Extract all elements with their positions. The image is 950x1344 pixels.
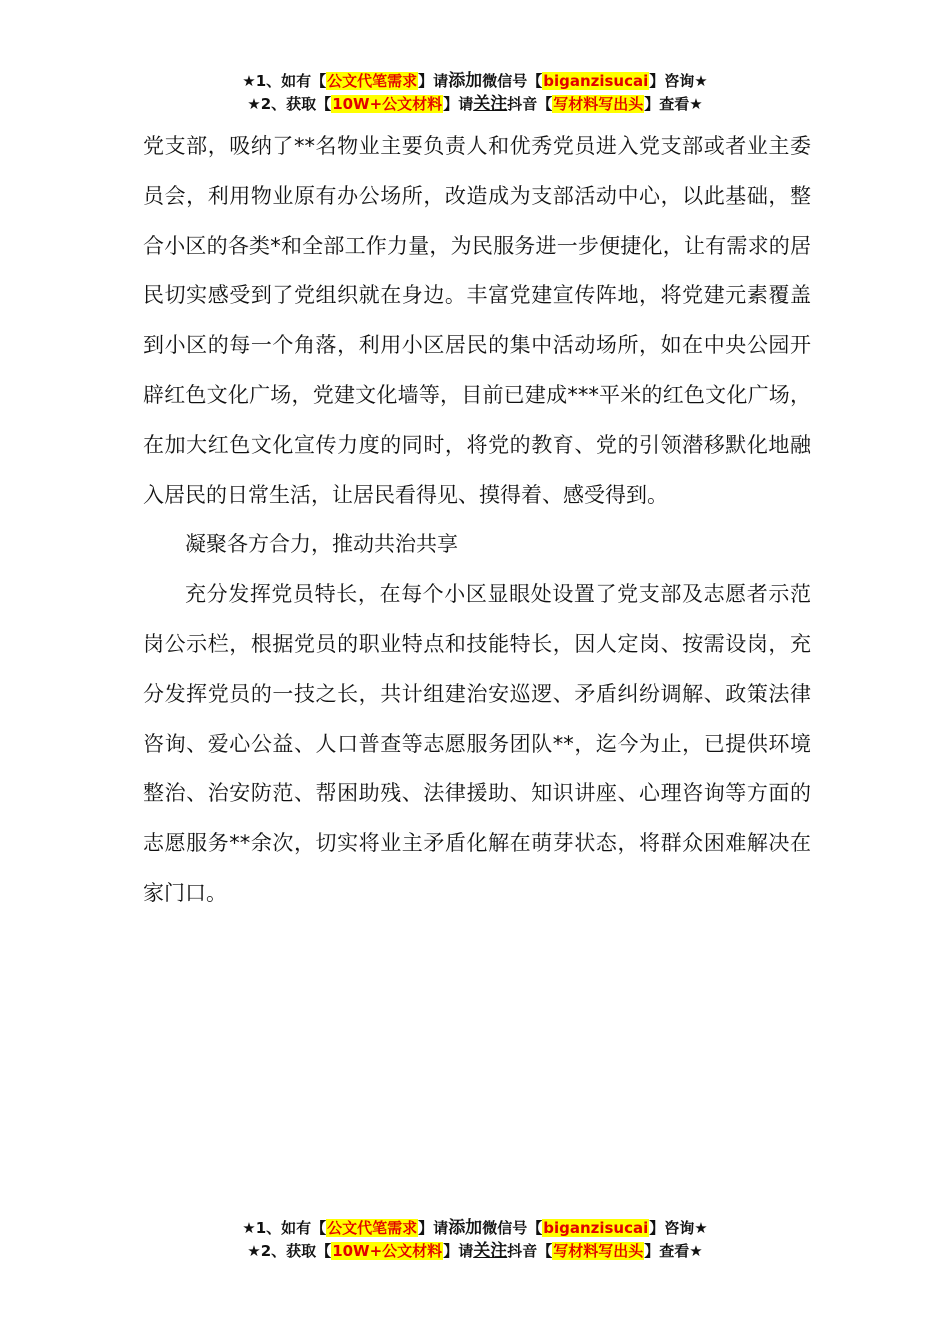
emphasis-text: 关注	[473, 94, 508, 114]
promo-text: 】请	[443, 95, 474, 113]
promo-text: 微信号【	[482, 1219, 543, 1237]
promo-line-1	[0, 1217, 950, 1240]
highlight-text: 10W+公文材料	[332, 95, 443, 113]
emphasis-text: 添加	[448, 71, 483, 91]
promo-text: ★1、如有【	[242, 72, 327, 90]
promo-line-1	[0, 70, 950, 93]
wechat-id: biganzisucai	[543, 1219, 649, 1237]
wechat-id: biganzisucai	[543, 72, 649, 90]
promo-text: 抖音【	[507, 1242, 553, 1260]
body-paragraph-1: 党支部，吸纳了**名物业主要负责人和优秀党员进入党支部或者业主委员会，利用物业原有办公场所，改造成为支部活动中心，以此基础，整合小区的各类*和全部工作力量，为民服务进一步便捷化，让有需求的居民切实感受到了党组织就在身边。丰富党建宣传阵地，将党建元素覆盖到小区的每一个角落，利用小区居民的集中活动场所，如在中央公园开辟红色文化广场，党建文化墙等，目前已建成***平米的红色文化广场，在加大红色文化宣传力度的同时，将党的教育、党的引领潜移默化地融入居民的日常生活，让居民看得见、摸得着、感受得到。	[143, 134, 811, 507]
promo-text: 】请	[418, 1219, 449, 1237]
promo-line-2	[0, 1240, 950, 1263]
promo-text: 】咨询★	[649, 72, 708, 90]
emphasis-text: 添加	[448, 1218, 483, 1238]
promo-text: ★2、获取【	[247, 95, 332, 113]
promo-text: 】咨询★	[649, 1219, 708, 1237]
emphasis-text: 关注	[473, 1241, 508, 1261]
top-promo-banner	[0, 70, 950, 116]
promo-line-2	[0, 93, 950, 116]
highlight-text: 公文代笔需求	[327, 72, 418, 90]
promo-text: 】查看★	[644, 95, 703, 113]
body-paragraph-2: 充分发挥党员特长，在每个小区显眼处设置了党支部及志愿者示范岗公示栏，根据党员的职业特点和技能特长，因人定岗、按需设岗，充分发挥党员的一技之长，共计组建治安巡逻、矛盾纠纷调解、政策法律咨询、爱心公益、人口普查等志愿服务团队**，迄今为止，已提供环境整治、治安防范、帮困助残、法律援助、知识讲座、心理咨询等方面的志愿服务**余次，切实将业主矛盾化解在萌芽状态，将群众困难解决在家门口。	[143, 582, 811, 905]
highlight-text: 公文代笔需求	[327, 1219, 418, 1237]
document-body	[143, 122, 811, 919]
promo-text: ★2、获取【	[247, 1242, 332, 1260]
promo-text: 】请	[418, 72, 449, 90]
section-heading: 凝聚各方合力，推动共治共享	[185, 532, 458, 557]
bottom-promo-banner	[0, 1217, 950, 1263]
promo-text: 】查看★	[644, 1242, 703, 1260]
douyin-account: 写材料写出头	[553, 1242, 644, 1260]
promo-text: ★1、如有【	[242, 1219, 327, 1237]
promo-text: 抖音【	[507, 95, 553, 113]
promo-text: 微信号【	[482, 72, 543, 90]
douyin-account: 写材料写出头	[553, 95, 644, 113]
highlight-text: 10W+公文材料	[332, 1242, 443, 1260]
promo-text: 】请	[443, 1242, 474, 1260]
